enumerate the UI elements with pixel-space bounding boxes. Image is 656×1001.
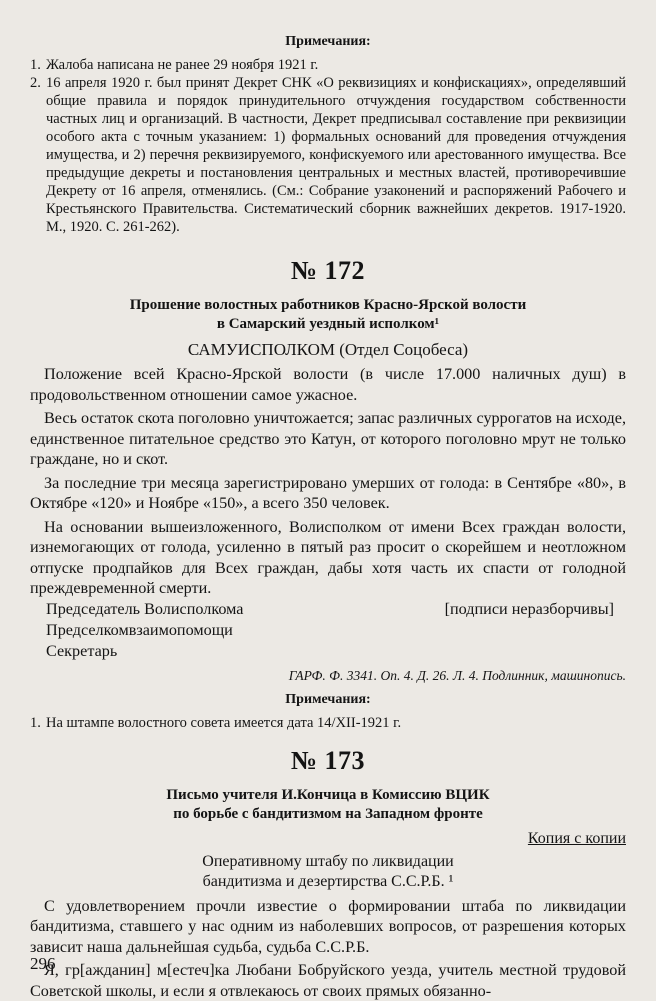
notes-section-2 [30, 692, 626, 732]
note-item [30, 56, 626, 74]
document-title [30, 296, 626, 334]
addressee-line: Оперативному штабу по ликвидации [30, 852, 626, 872]
signature-note: [подписи неразборчивы] [445, 599, 626, 620]
notes-section-1 [30, 34, 626, 236]
signature-secretary: Секретарь [46, 641, 626, 662]
notes-heading: Примечания: [30, 692, 626, 708]
body-paragraph: С удовлетворением прочли известие о формировании штаба по ликвидации бандитизма, ставшего у нас одним из наболевших вопросов, от разрешения которых зависит наша дальнейшая судьба, судьба С.С.Р.Б. [30, 896, 626, 958]
note-text: Жалоба написана не ранее 29 ноября 1921 г. [46, 57, 318, 73]
signature-chair: Председатель Волисполкома [46, 599, 243, 620]
addressee [30, 852, 626, 892]
body-paragraph: На основании вышеизложенного, Волисполком от имени Всех граждан волости, изнемогающих от голода, усиленно в пятый раз просит о скорейшем и неотложном отпуске продпайков для Всех граждан, дабы хотя часть их спасти от голодной преждевременной смерти. [30, 517, 626, 599]
note-item [30, 714, 626, 732]
body-paragraph: Положение всей Красно-Ярской волости (в числе 17.000 наличных душ) в продовольственном отношении самое ужасное. [30, 364, 626, 405]
copy-mark-text: Копия с копии [528, 830, 626, 847]
note-number: 1. [30, 714, 41, 732]
body-paragraph: Весь остаток скота поголовно уничтожается; запас различных суррогатов на исходе, единственное питательное средство это Катун, от которого поголовно мрут не только граждане, но и скот. [30, 408, 626, 470]
notes-heading: Примечания: [30, 34, 626, 50]
note-item [30, 74, 626, 236]
document-title-line: по борьбе с бандитизмом на Западном фронте [30, 805, 626, 824]
notes-list [30, 714, 626, 732]
copy-mark [30, 830, 626, 848]
signature-row [46, 599, 626, 620]
page-number: 296 [30, 954, 56, 974]
document-title-line: Письмо учителя И.Кончица в Комиссию ВЦИК [30, 786, 626, 805]
note-text: На штампе волостного совета имеется дата 14/XII-1921 г. [46, 715, 401, 731]
notes-list [30, 56, 626, 236]
note-text: 16 апреля 1920 г. был принят Декрет СНК «О реквизициях и конфискациях», определявший общие правила и порядок принудительного отчуждения государством собственности частных лиц и организаций. В частности, Декрет предписывал составление при реквизиции особого акта с точным указанием: 1) формальных оснований для проведения отчуждения имущества, и 2) перечня реквизируемого, конфискуемого или арестованного имущества. Все предыдущие декреты и постановления центральных и местных властей, противоречившие Декрету от 16 апреля, отменялись. (См.: Собрание узаконений и распоряжений Рабочего и Крестьянского Правительства. Систематический сборник важнейших декретов. 1917-1920. М., 1920. С. 261-262). [46, 75, 626, 235]
body-paragraph: За последние три месяца зарегистрировано умерших от голода: в Сентябре «80», в Октябре «120» и Ноябре «150», а всего 350 человек. [30, 473, 626, 514]
addressee: САМУИСПОЛКОМ (Отдел Соцобеса) [30, 340, 626, 360]
document-title-line: в Самарский уездный исполком¹ [30, 315, 626, 334]
document-body [30, 896, 626, 1001]
archive-reference: ГАРФ. Ф. 3341. Оп. 4. Д. 26. Л. 4. Подлинник, машинопись. [30, 668, 626, 684]
document-number: № 173 [30, 746, 626, 776]
document-number: № 172 [30, 256, 626, 286]
addressee-line: бандитизма и дезертирства С.С.Р.Б. ¹ [30, 872, 626, 892]
signature-block [30, 599, 626, 662]
document-title-line: Прошение волостных работников Красно-Ярской волости [30, 296, 626, 315]
document-title [30, 786, 626, 824]
signature-committee: Предселкомвзаимопомощи [46, 620, 626, 641]
document-172 [30, 256, 626, 684]
note-number: 1. [30, 56, 41, 74]
body-paragraph: Я, гр[ажданин] м[естеч]ка Любани Бобруйского уезда, учитель местной трудовой Советской школы, и если я отвлекаюсь от своих прямых обязанно- [30, 960, 626, 1001]
document-173 [30, 746, 626, 1001]
document-body [30, 364, 626, 599]
note-number: 2. [30, 74, 41, 92]
